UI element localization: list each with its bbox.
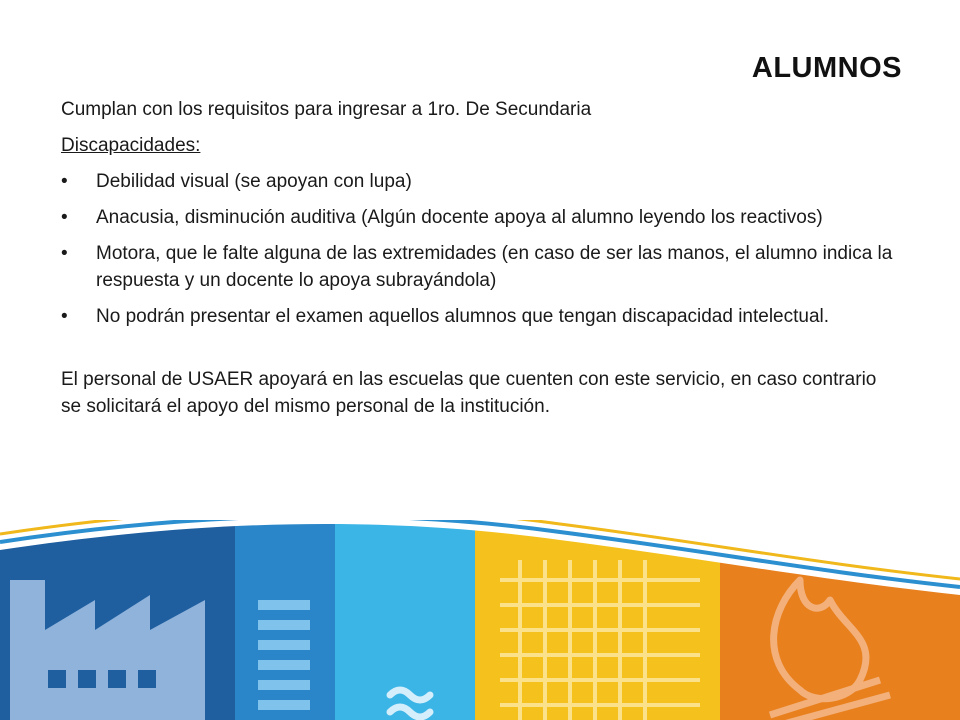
bullet-icon: • (61, 171, 68, 192)
list-item-text: Motora, que le falte alguna de las extremidades (en caso de ser las manos, el alumno indica la respuesta y un docente lo apoya subrayándola) (96, 243, 893, 291)
footer-banner (0, 520, 960, 720)
bullet-list (61, 168, 901, 330)
intro-text: Cumplan con los requisitos para ingresar a 1ro. De Secundaria (61, 99, 592, 120)
slide-body (61, 96, 901, 429)
list-item (61, 204, 901, 231)
slide-title: ALUMNOS (751, 52, 902, 84)
list-item-text: No podrán presentar el examen aquellos alumnos que tengan discapacidad intelectual. (96, 306, 830, 327)
bullet-icon: • (61, 243, 68, 264)
list-item-text: Debilidad visual (se apoyan con lupa) (96, 171, 412, 192)
list-item-text: Anacusia, disminución auditiva (Algún docente apoya al alumno leyendo los reactivos) (96, 207, 823, 228)
bullet-icon: • (61, 207, 68, 228)
list-item (61, 168, 901, 195)
bullet-icon: • (61, 306, 68, 327)
list-item (61, 240, 901, 294)
closing-paragraph: El personal de USAER apoyará en las escuelas que cuenten con este servicio, en caso contrario se solicitará el apoyo del mismo personal de la institución. (61, 369, 877, 417)
subheading: Discapacidades: (61, 135, 201, 156)
list-item (61, 303, 901, 330)
